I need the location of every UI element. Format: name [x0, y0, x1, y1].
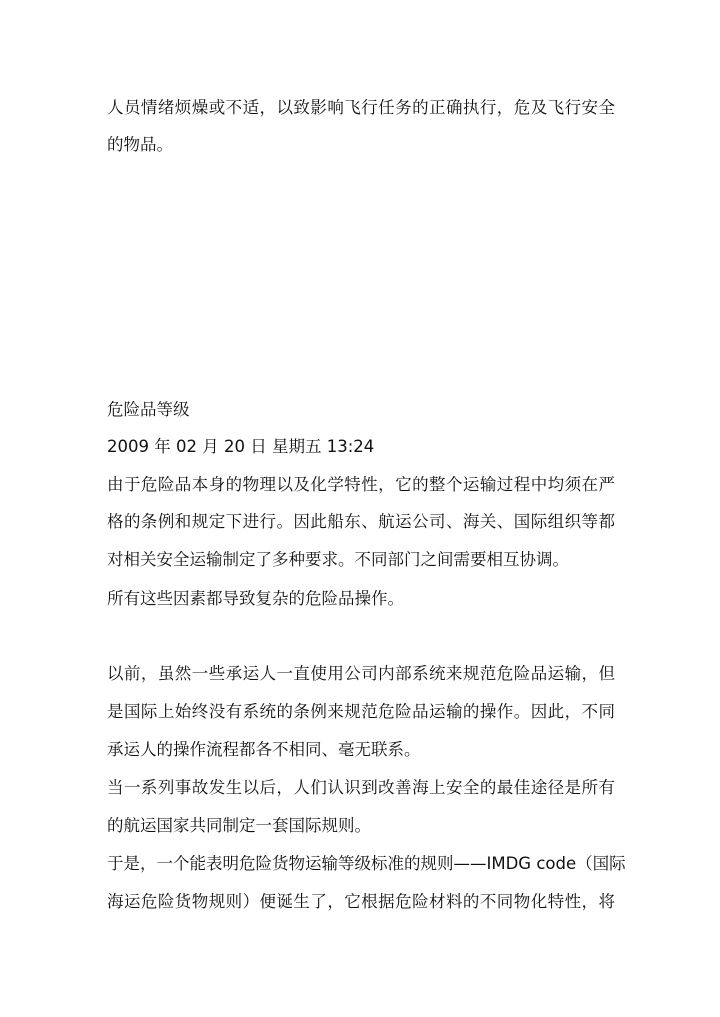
paragraph-3-line-3: 承运人的操作流程都各不相同、毫无联系。	[107, 740, 421, 759]
article-date: 2009 年 02 月 20 日 星期五 13:24	[107, 437, 375, 456]
article-title: 危险品等级	[107, 400, 190, 419]
intro-line-1: 人员情绪烦燥或不适，以致影响飞行任务的正确执行，危及飞行安全	[107, 98, 615, 117]
paragraph-2-line-1: 所有这些因素都导致复杂的危险品操作。	[107, 589, 404, 608]
paragraph-1-line-3: 对相关安全运输制定了多种要求。不同部门之间需要相互协调。	[107, 550, 569, 569]
paragraph-5-line-1: 于是，一个能表明危险货物运输等级标准的规则——IMDG code（国际	[107, 854, 626, 873]
paragraph-3-line-2: 是国际上始终没有系统的条例来规范危险品运输的操作。因此，不同	[107, 702, 615, 721]
intro-line-2: 的物品。	[107, 135, 173, 154]
paragraph-5-line-2: 海运危险货物规则）便诞生了，它根据危险材料的不同物化特性，将	[107, 892, 615, 911]
paragraph-1-line-2: 格的条例和规定下进行。因此船东、航运公司、海关、国际组织等都	[107, 512, 615, 531]
paragraph-1-line-1: 由于危险品本身的物理以及化学特性，它的整个运输过程中均须在严	[107, 475, 615, 494]
paragraph-4-line-2: 的航运国家共同制定一套国际规则。	[107, 816, 371, 835]
paragraph-3-line-1: 以前，虽然一些承运人一直使用公司内部系统来规范危险品运输，但	[107, 664, 615, 683]
paragraph-4-line-1: 当一系列事故发生以后，人们认识到改善海上安全的最佳途径是所有	[107, 778, 615, 797]
